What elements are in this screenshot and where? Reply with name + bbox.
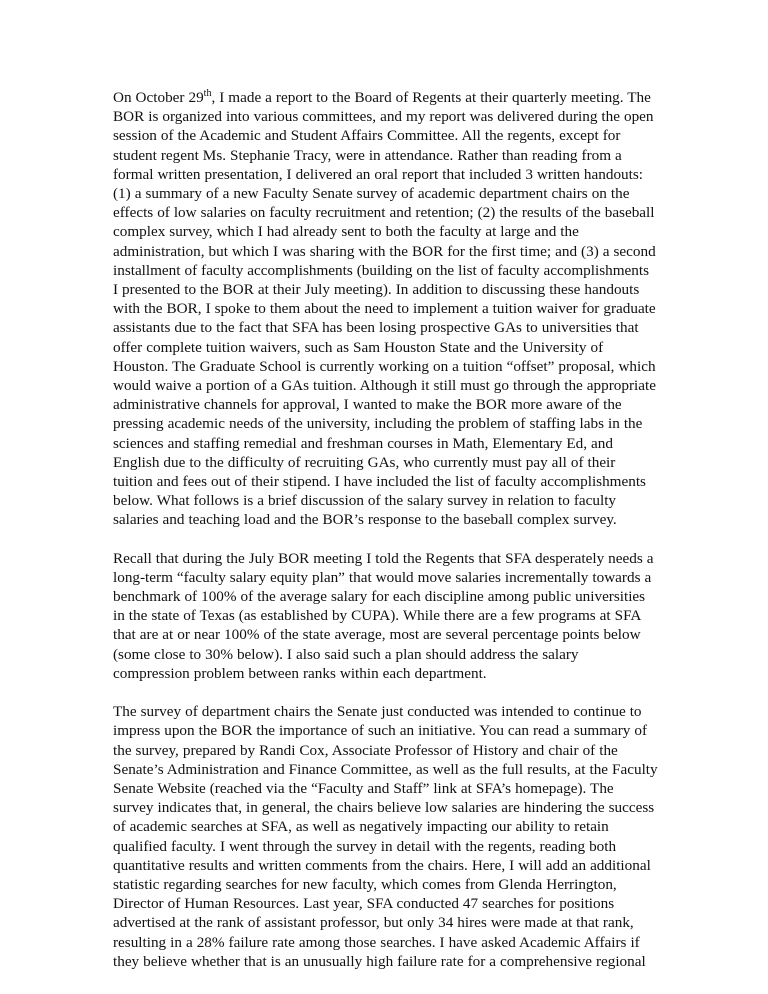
ordinal-suffix: th (203, 87, 212, 99)
paragraph-text: The survey of department chairs the Senate just conducted was intended to continue to impress upon the BOR the importance of such an initiative. You can read a summary of the survey, prepared by Randi Cox, Associate Professor of History and chair of the Senate’s Administration and Finance Committee, as well as the full results, at the Faculty Senate Website (reached via the “Faculty and Staff” link at SFA’s homepage). The survey indicates that, in general, the chairs believe low salaries are hindering the success of academic searches at SFA, as well as negatively impacting our ability to retain qualified faculty. I went through the survey in detail with the regents, reading both quantitative results and written comments from the chairs. Here, I will add an additional statistic regarding searches for new faculty, which comes from Glenda Herrington, Director of Human Resources. Last year, SFA conducted 47 searches for positions advertised at the rank of assistant professor, but only 34 hires were made at that rank, resulting in a 28% failure rate among those searches. I have asked Academic Affairs if they believe whether that is an unusually high failure rate for a comprehensive regional (113, 703, 658, 970)
paragraph-salary-equity-plan (113, 549, 658, 683)
paragraph-text: Recall that during the July BOR meeting I told the Regents that SFA desperately needs a long-term “faculty salary equity plan” that would move salaries incrementally towards a benchmark of 100% of the average salary for each discipline among public universities in the state of Texas (as established by CUPA). While there are a few programs at SFA that are at or near 100% of the state average, most are several percentage points below (some close to 30% below). I also said such a plan should address the salary compression problem between ranks within each department. (113, 549, 654, 682)
paragraph-text: , I made a report to the Board of Regents at their quarterly meeting. The BOR is organized into various committees, and my report was delivered during the open session of the Academic and Student Affairs Committee. All the regents, except for student regent Ms. Stephanie Tracy, were in attendance. Rather than reading from a formal written presentation, I delivered an oral report that included 3 written handouts: (1) a summary of a new Faculty Senate survey of academic department chairs on the effects of low salaries on faculty recruitment and retention; (2) the results of the baseball complex survey, which I had already sent to both the faculty at large and the administration, but which I was sharing with the BOR for the first time; and (3) a second installment of faculty accomplishments (building on the list of faculty accomplishments I presented to the BOR at their July meeting). In addition to discussing these handouts with the BOR, I spoke to them about the need to implement a tuition waiver for graduate assistants due to the fact that SFA has been losing prospective GAs to universities that offer complete tuition waivers, such as Sam Houston State and the University of Houston. The Graduate School is currently working on a tuition “offset” proposal, which would waive a portion of a GAs tuition. Although it still must go through the appropriate administrative channels for approval, I wanted to make the BOR more aware of the pressing academic needs of the university, including the problem of staffing labs in the sciences and staffing remedial and freshman courses in Math, Elementary Ed, and English due to the difficulty of recruiting GAs, who currently must pay all of their tuition and fees out of their stipend. I have included the list of faculty accomplishments below. What follows is a brief discussion of the salary survey in relation to faculty salaries and teaching load and the BOR’s response to the baseball complex survey. (113, 89, 656, 529)
document-body (113, 88, 658, 971)
paragraph-report-summary (113, 88, 658, 530)
paragraph-lead: On October 29 (113, 89, 204, 106)
paragraph-chair-survey (113, 702, 658, 971)
